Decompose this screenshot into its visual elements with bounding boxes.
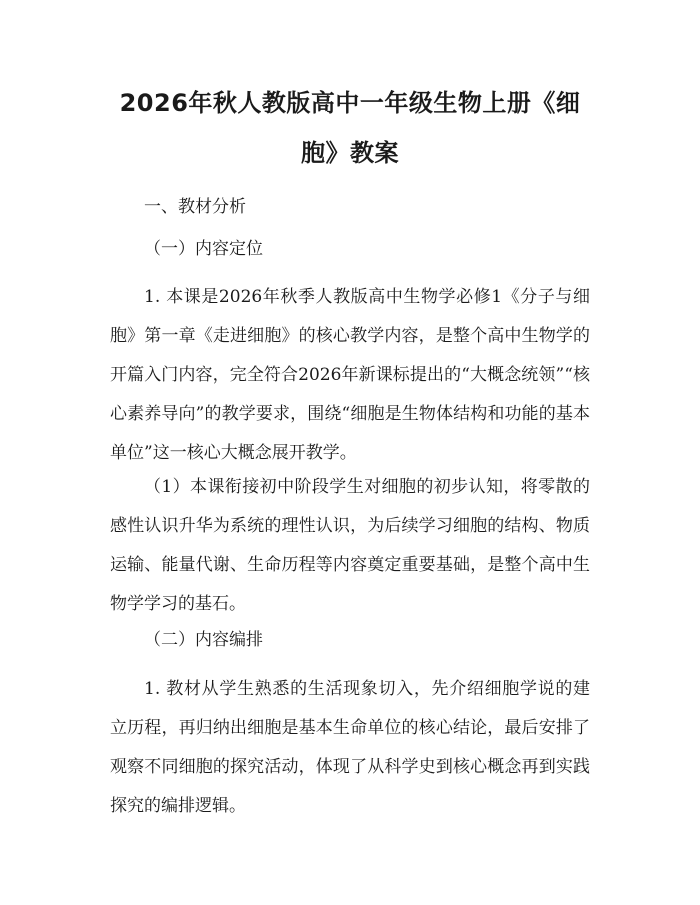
paragraph-1: 1. 本课是2026年秋季人教版高中生物学必修1《分子与细胞》第一章《走进细胞》的核心教学内容，是整个高中生物学的开篇入门内容，完全符合2026年新课标提出的“大概念统领”“核心素养导向”的教学要求，围绕“细胞是生物体结构和功能的基本单位”这一核心大概念展开教学。 xyxy=(110,287,590,463)
document-title: 2026年秋人教版高中一年级生物上册《细胞》教案 xyxy=(119,89,581,167)
subsection-heading-1: （一）内容定位 xyxy=(144,239,263,259)
section-heading-1: 一、教材分析 xyxy=(144,197,246,217)
subsection-heading-2: （二）内容编排 xyxy=(144,630,263,650)
paragraph-3: 1. 教材从学生熟悉的生活现象切入，先介绍细胞学说的建立历程，再归纳出细胞是基本生命单位的核心结论，最后安排了观察不同细胞的探究活动，体现了从科学史到核心概念再到实践探究的编排逻辑。 xyxy=(110,679,590,816)
paragraph-2: （1）本课衔接初中阶段学生对细胞的初步认知，将零散的感性认识升华为系统的理性认识，为后续学习细胞的结构、物质运输、能量代谢、生命历程等内容奠定重要基础，是整个高中生物学学习的基石。 xyxy=(110,477,590,614)
